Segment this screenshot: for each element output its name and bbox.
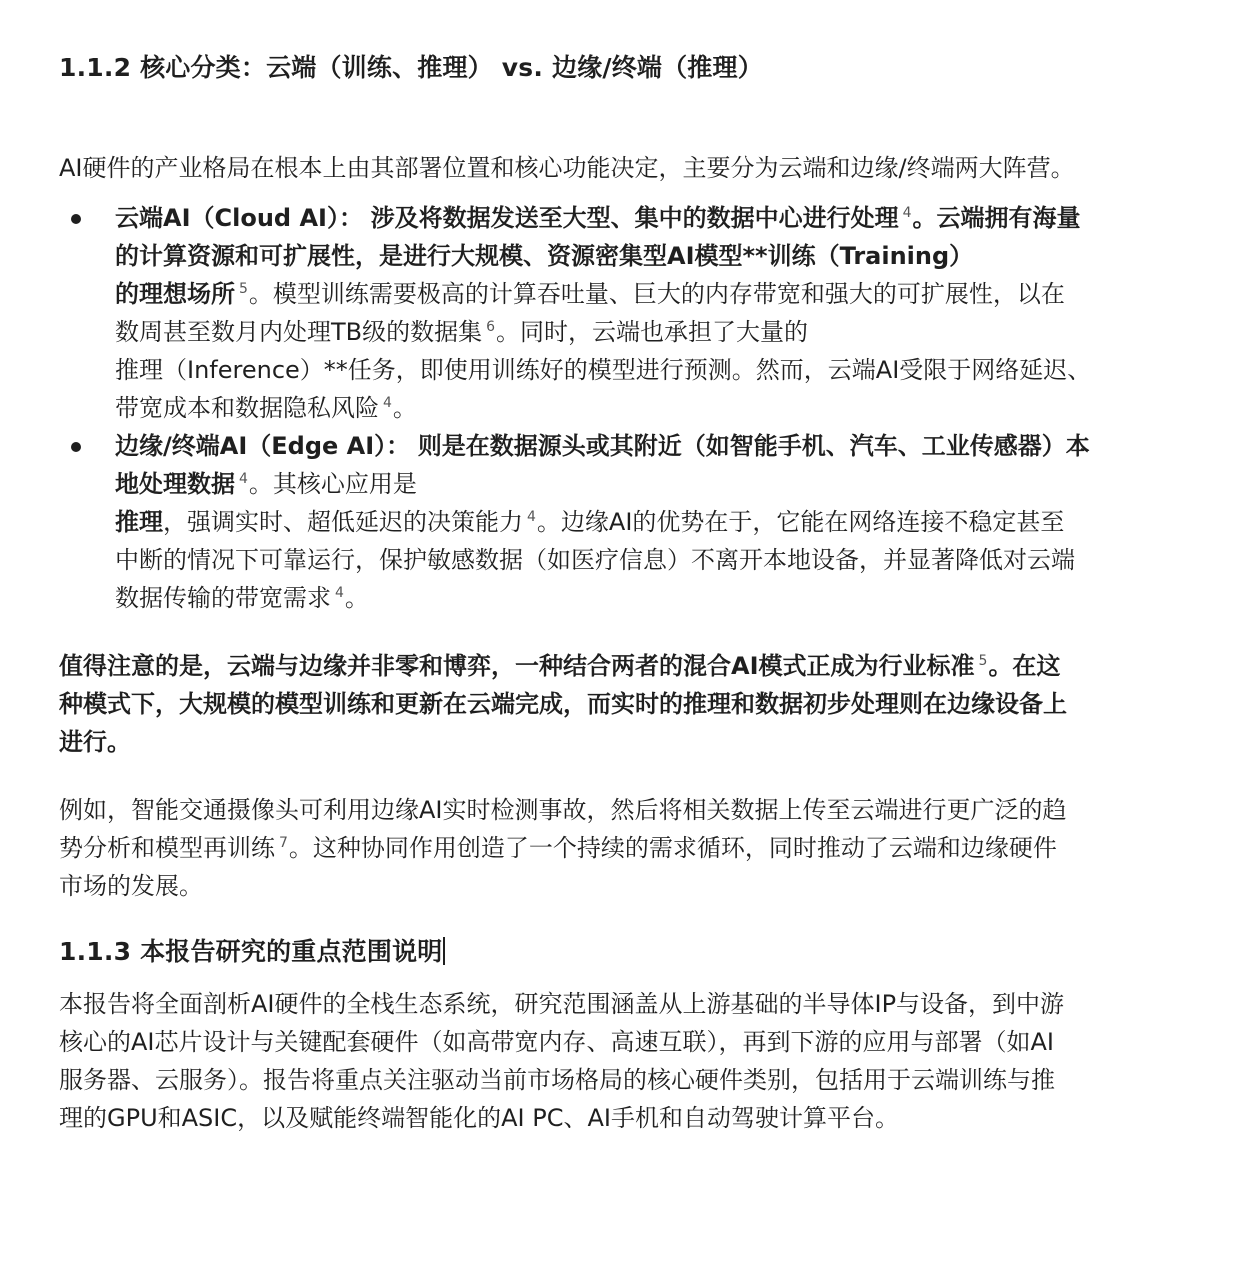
section-heading-1-1-3[interactable] xyxy=(59,935,1172,969)
example-line-1 xyxy=(59,791,1172,829)
scope-line-2: 核心的AI芯片设计与关键配套硬件（如高带宽内存、高速互联），再到下游的应用与部署（如AI xyxy=(59,1028,1054,1056)
citation-ref[interactable]: 5 xyxy=(978,653,988,669)
heading-text: 1.1.3 本报告研究的重点范围说明 xyxy=(59,937,443,966)
citation-ref[interactable]: 6 xyxy=(486,319,496,335)
edge-text: 。边缘AI的优势在于，它能在网络连接不稳定甚至 xyxy=(536,508,1065,536)
scope-line-4: 理的GPU和ASIC，以及赋能终端智能化的AI PC、AI手机和自动驾驶计算平台。 xyxy=(59,1104,899,1132)
citation-ref[interactable]: 4 xyxy=(902,205,912,221)
edge-line-3 xyxy=(115,503,1172,541)
edge-text: 数据传输的带宽需求 xyxy=(115,584,331,612)
example-text: 例如，智能交通摄像头可利用边缘AI实时检测事故，然后将相关数据上传至云端进行更广泛的趋 xyxy=(59,796,1067,824)
edge-line-4 xyxy=(115,541,1172,579)
citation-ref[interactable]: 4 xyxy=(383,395,392,411)
note-line-3 xyxy=(59,723,1172,761)
scope-line-3: 服务器、云服务）。报告将重点关注驱动当前市场格局的核心硬件类别，包括用于云端训练与推 xyxy=(59,1066,1055,1094)
cloud-text: 数周甚至数月内处理TB级的数据集 xyxy=(115,318,483,346)
edge-ai-lead: 边缘/终端AI（Edge AI）： xyxy=(115,432,411,460)
bullet-dot-icon xyxy=(71,214,81,224)
bullet-dot-icon xyxy=(71,442,81,452)
citation-ref[interactable]: 4 xyxy=(239,471,248,487)
cloud-text: 。 xyxy=(392,394,417,422)
example-line-2 xyxy=(59,829,1172,867)
scope-paragraph xyxy=(59,985,1172,1137)
bullet-list xyxy=(59,199,1172,617)
edge-bold-text: 推理 xyxy=(115,508,163,536)
hybrid-note-paragraph xyxy=(59,647,1172,761)
scope-line-1: 本报告将全面剖析AI硬件的全栈生态系统，研究范围涵盖从上游基础的半导体IP与设备，到中游 xyxy=(59,990,1065,1018)
edge-bold-text: 则是在数据源头或其附近（如智能手机、汽车、工业传感器）本 xyxy=(417,432,1090,460)
cloud-line-2 xyxy=(115,237,1172,275)
cloud-line-5 xyxy=(115,351,1172,389)
cloud-bold-text: 的计算资源和可扩展性，是进行大规模、资源密集型AI模型**训练（Training） xyxy=(115,242,974,270)
example-text: 势分析和模型再训练 xyxy=(59,834,275,862)
edge-text: 中断的情况下可靠运行，保护敏感数据（如医疗信息）不离开本地设备，并显著降低对云端 xyxy=(115,546,1075,574)
citation-ref[interactable]: 5 xyxy=(239,281,248,297)
note-bold-text: 值得注意的是，云端与边缘并非零和博弈，一种结合两者的混合AI模式正成为行业标准 xyxy=(59,652,975,680)
citation-ref[interactable]: 4 xyxy=(527,509,536,525)
text-cursor xyxy=(443,937,445,965)
cloud-bold-text: 。云端拥有海量 xyxy=(912,204,1081,232)
cloud-text: 带宽成本和数据隐私风险 xyxy=(115,394,379,422)
note-line-1 xyxy=(59,647,1172,685)
cloud-line-1 xyxy=(115,199,1172,237)
cloud-text: 。模型训练需要极高的计算吞吐量、巨大的内存带宽和强大的可扩展性，以在 xyxy=(248,280,1065,308)
example-text: 市场的发展。 xyxy=(59,872,203,900)
intro-paragraph: AI硬件的产业格局在根本上由其部署位置和核心功能决定，主要分为云端和边缘/终端两大阵营。 xyxy=(59,154,1075,182)
example-paragraph xyxy=(59,791,1172,905)
note-bold-text: 种模式下，大规模的模型训练和更新在云端完成，而实时的推理和数据初步处理则在边缘设备上 xyxy=(59,690,1067,718)
cloud-ai-lead: 云端AI（Cloud AI）： xyxy=(115,204,363,232)
cloud-line-4 xyxy=(115,313,1172,351)
note-line-2 xyxy=(59,685,1172,723)
cloud-text: 推理（Inference）**任务，即使用训练好的模型进行预测。然而，云端AI受限于网络延迟、 xyxy=(115,356,1092,384)
note-bold-text: 。在这 xyxy=(988,652,1061,680)
example-text: 。这种协同作用创造了一个持续的需求循环，同时推动了云端和边缘硬件 xyxy=(288,834,1057,862)
edge-line-5 xyxy=(115,579,1172,617)
cloud-line-3 xyxy=(115,275,1172,313)
note-bold-text: 进行。 xyxy=(59,728,131,756)
edge-bold-text: 地处理数据 xyxy=(115,470,235,498)
example-line-3 xyxy=(59,867,1172,905)
edge-text: ，强调实时、超低延迟的决策能力 xyxy=(163,508,523,536)
edge-line-1 xyxy=(115,427,1172,465)
list-item-edge-ai xyxy=(115,427,1172,617)
cloud-line-6 xyxy=(115,389,1172,427)
list-item-cloud-ai xyxy=(115,199,1172,427)
edge-text: 。其核心应用是 xyxy=(248,470,417,498)
edge-line-2 xyxy=(115,465,1172,503)
section-heading-1-1-2: 1.1.2 核心分类：云端（训练、推理） vs. 边缘/终端（推理） xyxy=(59,53,763,82)
cloud-bold-text: 的理想场所 xyxy=(115,280,235,308)
citation-ref[interactable]: 4 xyxy=(335,585,344,601)
edge-text: 。 xyxy=(344,584,369,612)
citation-ref[interactable]: 7 xyxy=(279,835,288,851)
cloud-bold-text: 涉及将数据发送至大型、集中的数据中心进行处理 xyxy=(370,204,899,232)
cloud-text: 。同时，云端也承担了大量的 xyxy=(496,318,809,346)
